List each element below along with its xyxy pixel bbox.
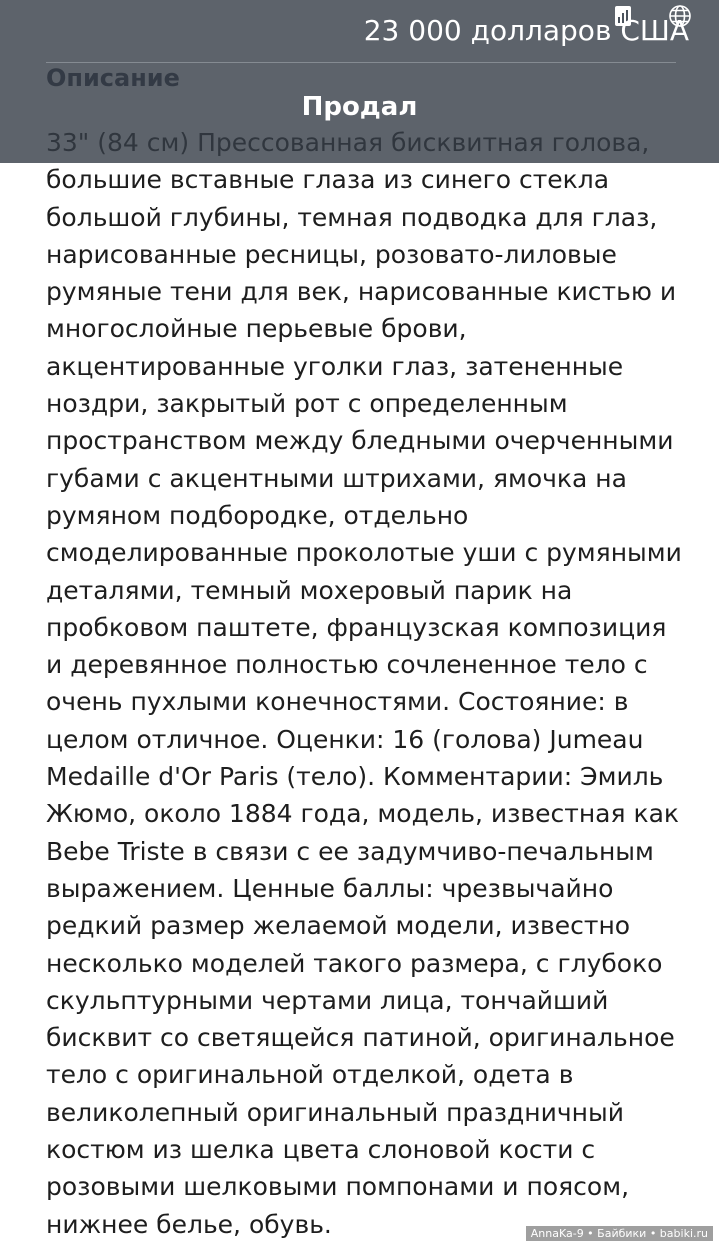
header-divider <box>46 62 676 63</box>
sold-overlay-header <box>0 0 719 163</box>
sold-status-label: Продал <box>301 92 418 122</box>
lot-description-text: большие вставные глаза из синего стекла большой глубины, темная подводка для глаз, нарисованные ресницы, розовато-лиловые румяные тени для век, нарисованные кистью и многослойные перьевые брови, акцентированные уголки глаз, затененные ноздри, закрытый рот с определенным пространством между бледными очерченными губами с акцентными штрихами, ямочка на румяном подбородке, отдельно смоделированные проколотые уши с румяными деталями, темный мохеровый парик на пробковом паштете, французская композиция и деревянное полностью сочлененное тело с очень пухлыми конечностями. Состояние: в целом отличное. Оценки: 16 (голова) Jumeau Medaille d'Or Paris (тело). Комментарии: Эмиль Жюмо, около 1884 года, модель, известная как Bebe Triste в связи с ее задумчиво-печальным выражением. Ценные баллы: чрезвычайно редкий размер желаемой модели, известно несколько моделей такого размера, с глубоко скульптурными чертами лица, тончайший бисквит со светящейся патиной, оригинальное тело с оригинальной отделкой, одета в великолепный оригинальный праздничный костюм из шелка цвета слоновой кости с розовыми шелковыми помпонами и поясом, нижнее белье, обувь. <box>46 165 682 1239</box>
price-label: 23 000 долларов США <box>363 14 689 47</box>
watermark: AnnaKa-9 • Байбики • babiki.ru <box>526 1226 713 1241</box>
